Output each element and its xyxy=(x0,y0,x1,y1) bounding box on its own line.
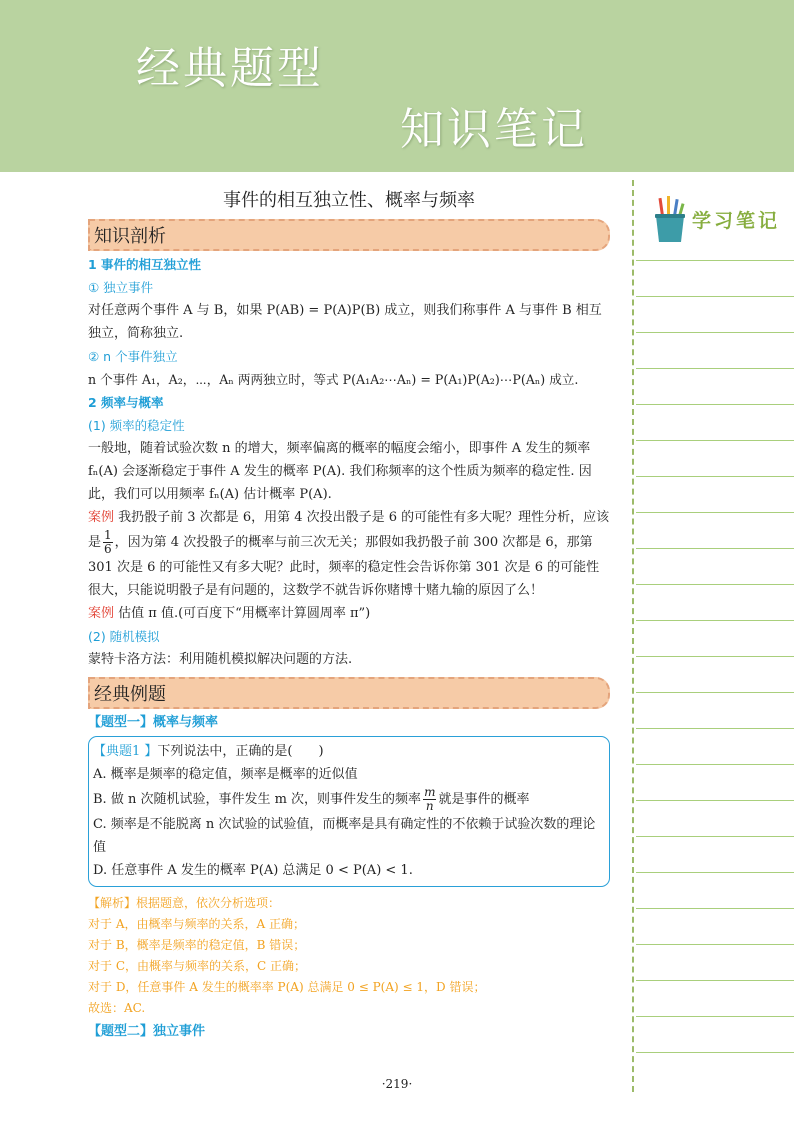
analysis-line: 对于 B，概率是频率的稳定值，B 错误； xyxy=(88,938,306,952)
option-b-text-b: 就是事件的概率 xyxy=(438,792,530,807)
fraction-denominator: n xyxy=(425,799,434,813)
note-line xyxy=(636,368,794,369)
analysis-block xyxy=(88,893,610,1019)
option-b-text-a: B. 做 n 次随机试验，事件发生 m 次，则事件发生的频率 xyxy=(93,792,422,807)
main-content xyxy=(88,186,610,1043)
option-a: A. 概率是频率的稳定值，频率是概率的近似值 xyxy=(93,767,358,782)
note-line xyxy=(636,764,794,765)
option-b xyxy=(93,786,603,813)
note-line xyxy=(636,260,794,261)
case1-text-a: 我扔骰子前 3 次都是 6，用第 4 次投出骰子是 6 的可能性有多大呢？理性分析，应该是 xyxy=(88,510,610,550)
banner-title-1: 经典题型 xyxy=(136,43,324,94)
note-line xyxy=(636,944,794,945)
section-heading-knowledge: 知识剖析 xyxy=(88,219,610,251)
note-line xyxy=(636,872,794,873)
paragraph-independence-def: 对任意两个事件 A 与 B，如果 P(AB) = P(A)P(B) 成立，则我们称事件 A 与事件 B 相互独立，简称独立. xyxy=(88,303,602,341)
note-line xyxy=(636,656,794,657)
note-line xyxy=(636,908,794,909)
analysis-line: 对于 D，任意事件 A 发生的概率率 P(A) 总满足 0 ≤ P(A) ≤ 1，D 错误； xyxy=(88,980,486,994)
note-line xyxy=(636,404,794,405)
notes-header xyxy=(648,190,788,250)
note-line xyxy=(636,836,794,837)
paragraph-monte-carlo: 蒙特卡洛方法：利用随机模拟解决问题的方法. xyxy=(88,652,353,667)
fraction-numerator: m xyxy=(424,785,436,799)
analysis-line: 对于 A，由概率与频率的关系，A 正确； xyxy=(88,917,305,931)
note-line xyxy=(636,980,794,981)
question-type-1: 【题型一】概率与频率 xyxy=(88,715,219,730)
note-line xyxy=(636,476,794,477)
subheading-independent-events: ① 独立事件 xyxy=(88,280,154,295)
note-line xyxy=(636,584,794,585)
header-banner xyxy=(0,0,794,172)
case-paragraph-1 xyxy=(88,506,610,602)
case-label: 案例 xyxy=(88,510,115,525)
doc-title: 事件的相互独立性、概率与频率 xyxy=(223,190,475,211)
notes-divider xyxy=(632,180,634,1092)
example-question-box xyxy=(88,736,610,887)
topic-heading-2: 2 频率与概率 xyxy=(88,395,164,410)
paragraph-stability: 一般地，随着试验次数 n 的增大，频率偏离的概率的幅度会缩小，即事件 A 发生的频率 fₙ(A) 会逐渐稳定于事件 A 发生的概率 P(A). 我们称频率的这个性质为频率的稳定性. 因此，我们可以用频率 fₙ(A) 估计概率 P(A). xyxy=(88,441,592,502)
section-heading-examples: 经典例题 xyxy=(88,677,610,709)
question-text: 下列说法中，正确的是( ) xyxy=(157,744,324,759)
question-type-2: 【题型二】独立事件 xyxy=(88,1024,206,1039)
subheading-stability: (1) 频率的稳定性 xyxy=(88,418,185,433)
note-line xyxy=(636,1016,794,1017)
subheading-n-events: ② n 个事件独立 xyxy=(88,349,178,364)
paragraph-n-events: n 个事件 A₁，A₂，⋯，Aₙ 两两独立时，等式 P(A₁A₂⋯Aₙ) = P(A₁)P(A₂)⋯P(Aₙ) 成立. xyxy=(88,372,579,387)
page-number: ·219· xyxy=(381,1077,413,1091)
example-tag: 【典题1 】 xyxy=(93,744,158,759)
topic-heading-1: 1 事件的相互独立性 xyxy=(88,257,202,272)
analysis-line: 故选：AC. xyxy=(88,1001,146,1015)
case1-text-b: ，因为第 4 次投骰子的概率与前三次无关；那假如我扔骰子前 300 次都是 6，那第 301 次是 6 的可能性又有多大呢？此时，频率的稳定性会告诉你第 301 次是 6 的可能性很大，只能说明骰子是有问题的，这数学不就告诉你赌博十赌九输的原因了么！ xyxy=(88,535,600,598)
note-line xyxy=(636,728,794,729)
note-line xyxy=(636,296,794,297)
note-line xyxy=(636,512,794,513)
banner-title-2: 知识笔记 xyxy=(400,104,588,155)
notes-label: 学习笔记 xyxy=(692,210,781,232)
option-c: C. 频率是不能脱离 n 次试验的试验值，而概率是具有确定性的不依赖于试验次数的理论值 xyxy=(93,817,596,855)
case-label: 案例 xyxy=(88,606,115,621)
subheading-simulation: (2) 随机模拟 xyxy=(88,629,160,644)
fraction-one-sixth xyxy=(103,529,113,556)
note-line xyxy=(636,440,794,441)
case2-text: 估值 π 值.(可百度下“用概率计算圆周率 π”) xyxy=(118,606,371,621)
fraction-denominator: 6 xyxy=(104,542,112,556)
note-line xyxy=(636,548,794,549)
note-line xyxy=(636,620,794,621)
pencil-cup-icon xyxy=(652,196,688,248)
note-line xyxy=(636,800,794,801)
fraction-m-over-n xyxy=(423,786,436,813)
option-d: D. 任意事件 A 发生的概率 P(A) 总满足 0 < P(A) < 1. xyxy=(93,863,413,878)
note-line xyxy=(636,332,794,333)
note-line xyxy=(636,692,794,693)
analysis-line: 【解析】根据题意，依次分析选项： xyxy=(88,896,281,910)
fraction-numerator: 1 xyxy=(104,528,112,542)
note-line xyxy=(636,1052,794,1053)
analysis-line: 对于 C，由概率与频率的关系，C 正确； xyxy=(88,959,306,973)
case-paragraph-2 xyxy=(88,602,610,625)
question-stem xyxy=(93,740,603,763)
